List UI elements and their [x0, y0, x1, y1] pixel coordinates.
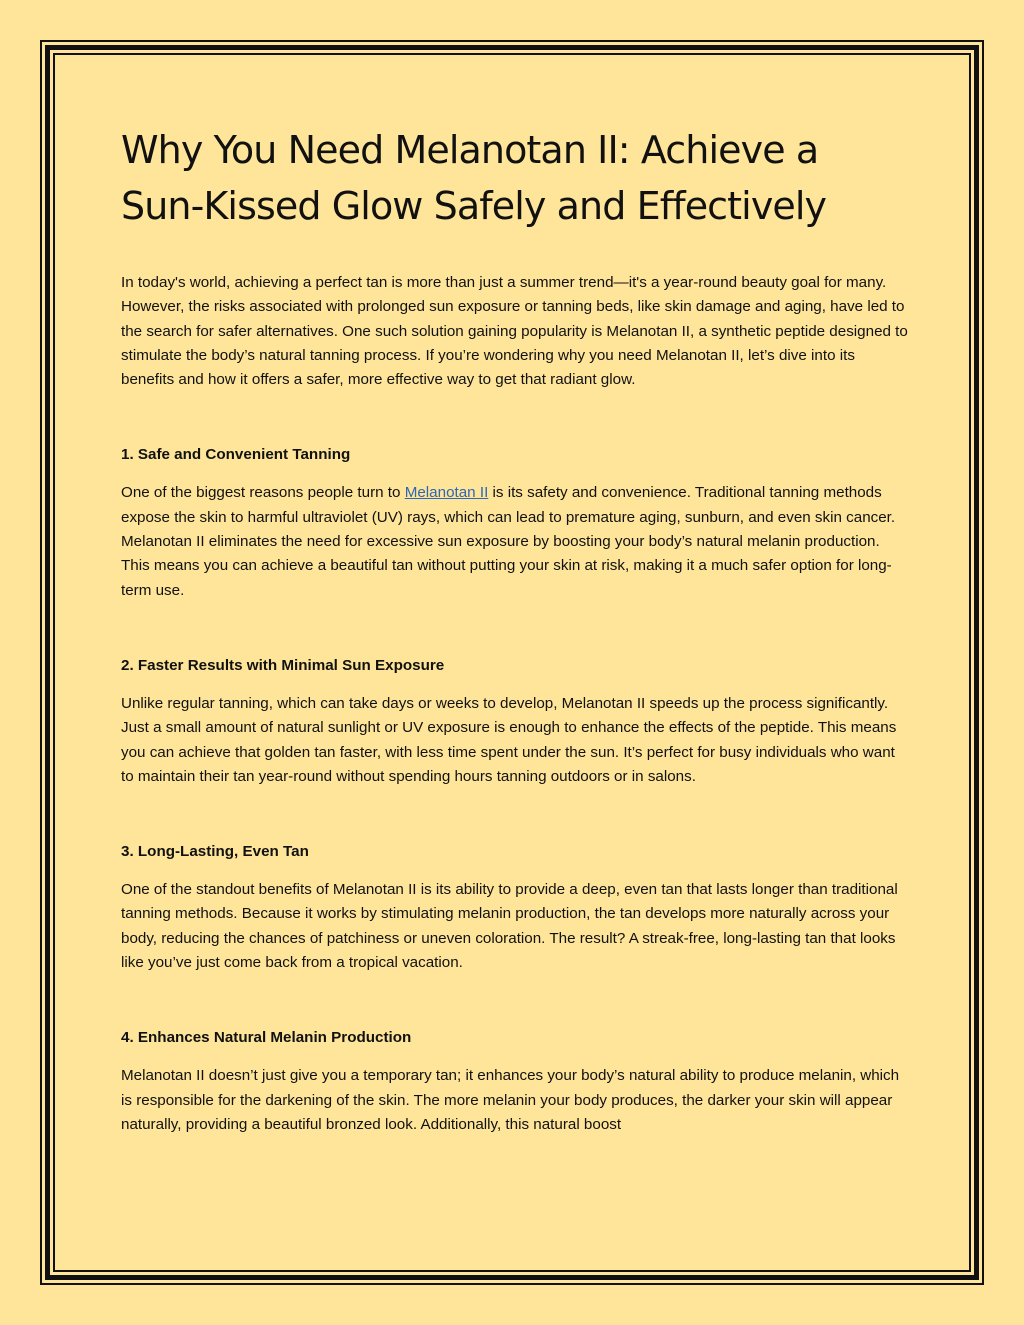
document-body [121, 122, 911, 1137]
melanotan-link[interactable]: Melanotan II [404, 484, 489, 502]
section-long-lasting-tan [121, 840, 911, 975]
section-heading: 4. Enhances Natural Melanin Production [121, 1029, 412, 1047]
section-heading: 1. Safe and Convenient Tanning [121, 446, 351, 464]
section-safe-convenient-tanning [121, 443, 911, 602]
section-paragraph: Unlike regular tanning, which can take days or weeks to develop, Melanotan II speeds up the process significantly. Just a small amount of natural sunlight or UV exposure is enough to enhance the effects of the peptide. This means you can achieve that golden tan faster, with less time spent under the sun. It’s perfect for busy individuals who want to maintain their tan year-round without spending hours tanning outdoors or in salons. [121, 694, 897, 785]
section-faster-results [121, 654, 911, 789]
document-title: Why You Need Melanotan II: Achieve a Sun-Kissed Glow Safely and Effectively [121, 128, 827, 228]
intro-paragraph: In today's world, achieving a perfect tan is more than just a summer trend—it's a year-round beauty goal for many. However, the risks associated with prolonged sun exposure or tanning beds, like skin damage and aging, have led to the search for safer alternatives. One such solution gaining popularity is Melanotan II, a synthetic peptide designed to stimulate the body’s natural tanning process. If you’re wondering why you need Melanotan II, let’s dive into its benefits and how it offers a safer, more effective way to get that radiant glow. [121, 274, 908, 389]
section-paragraph [121, 481, 911, 602]
section-heading: 2. Faster Results with Minimal Sun Exposure [121, 656, 445, 674]
section-paragraph: Melanotan II doesn’t just give you a temporary tan; it enhances your body’s natural ability to produce melanin, which is responsible for the darkening of the skin. The more melanin your body produces, the darker your skin will appear naturally, providing a beautiful bronzed look. Additionally, this natural boost [121, 1067, 900, 1133]
section-heading: 3. Long-Lasting, Even Tan [121, 843, 309, 861]
paragraph-text: One of the biggest reasons people turn to [121, 484, 405, 502]
section-paragraph: One of the standout benefits of Melanotan II is its ability to provide a deep, even tan that lasts longer than traditional tanning methods. Because it works by stimulating melanin production, the tan develops more naturally across your body, reducing the chances of patchiness or uneven coloration. The result? A streak-free, long-lasting tan that looks like you’ve just come back from a tropical vacation. [121, 881, 898, 972]
section-melanin-production [121, 1026, 911, 1137]
paragraph-text: is its safety and convenience. Traditional tanning methods expose the skin to harmful ultraviolet (UV) rays, which can lead to premature aging, sunburn, and even skin cancer. Melanotan II eliminates the need for excessive sun exposure by boosting your body’s natural melanin production. This means you can achieve a beautiful tan without putting your skin at risk, making it a much safer option for long-term use. [121, 484, 896, 599]
